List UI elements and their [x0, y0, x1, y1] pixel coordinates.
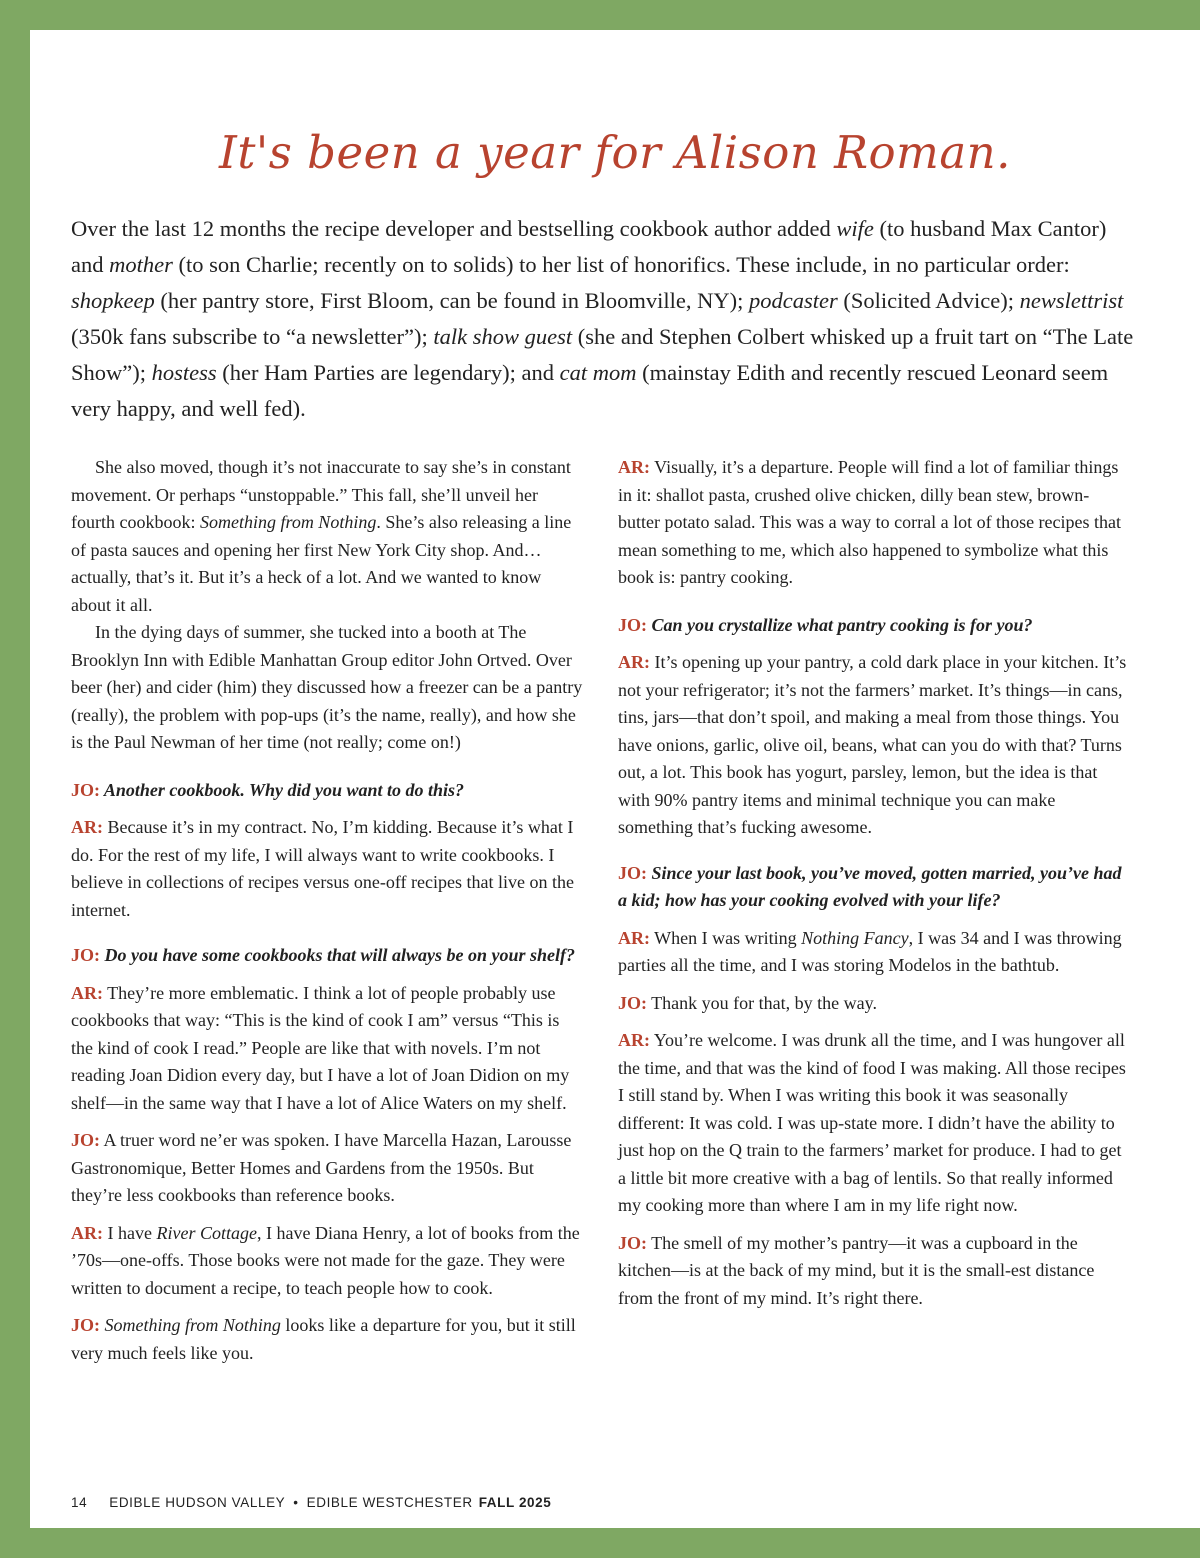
question: JO: Do you have some cookbooks that will always be on your shelf?: [71, 945, 576, 965]
speaker-label: AR:: [618, 1030, 650, 1050]
headline: It's been a year for Alison Roman.: [219, 126, 1011, 179]
body-paragraph: She also moved, though it’s not inaccurate to say she’s in constant movement. Or perhaps “unstoppable.” This fall, she’ll unveil her fourth cookbook: Something from Nothing. She’s also releasing a line of pasta sauces and opening her first New York City shop. And…actually, that’s it. But it’s a heck of a lot. And we wanted to know about it all.: [71, 457, 572, 615]
answer: AR: They’re more emblematic. I think a lot of people probably use cookbooks that way: “This is the kind of cook I am” versus “This is the kind of cook I read.” People are like that with novels. I’m not reading Joan Didion every day, but I have a lot of Joan Didion on my shelf—in the same way that I have a lot of Alice Waters on my shelf.: [71, 982, 570, 1113]
comment: JO: Something from Nothing looks like a departure for you, but it still very much feels like you.: [71, 1315, 576, 1363]
speaker-label: AR:: [71, 982, 103, 1003]
page: [30, 30, 1200, 1528]
separator-dot: •: [293, 1495, 299, 1510]
speaker-label: AR:: [71, 1222, 103, 1243]
speaker-label: AR:: [618, 652, 650, 672]
right-column: [618, 454, 1130, 1322]
page-footer: [71, 1495, 551, 1510]
question: JO: Can you crystallize what pantry cooking is for you?: [618, 614, 1033, 635]
speaker-label: JO:: [618, 992, 647, 1013]
comment: JO: Thank you for that, by the way.: [618, 992, 877, 1013]
answer: AR: Because it’s in my contract. No, I’m kidding. Because it’s what I do. For the rest of my life, I will always want to write cookbooks. I believe in collections of recipes versus one-off recipes that live on the internet.: [71, 817, 574, 920]
comment: JO: The smell of my mother’s pantry—it was a cupboard in the kitchen—is at the back of my mind, but it is the small-est distance from the front of my mind. It’s right there.: [618, 1232, 1095, 1308]
publication-name: EDIBLE HUDSON VALLEY: [109, 1495, 286, 1510]
speaker-label: JO:: [71, 1130, 100, 1150]
intro-paragraph: Over the last 12 months the recipe developer and bestselling cookbook author added wife (to husband Max Cantor) and mother (to son Charlie; recently on to solids) to her list of honorifics. These include, in no particular order: shopkeep (her pantry store, First Bloom, can be found in Bloomville, NY); podcaster (Solicited Advice); newslettrist (350k fans subscribe to “a newsletter”); talk show guest (she and Stephen Colbert whisked up a fruit tart on “The Late Show”); hostess (her Ham Parties are legendary); and cat mom (mainstay Edith and recently rescued Leonard seem very happy, and well fed).: [71, 216, 1134, 421]
page-number: 14: [71, 1495, 88, 1510]
speaker-label: JO:: [618, 614, 647, 635]
answer: AR: You’re welcome. I was drunk all the time, and I was hungover all the time, and that was the kind of food I was making. All those recipes I still stand by. When I was writing this book it was seasonally different: It was cold. I was up-state more. I didn’t have the ability to just hop on the Q train to the farmers’ market for produce. I had to get a little bit more creative with a bag of lentils. So that really informed my cooking more than where I am in my life right now.: [618, 1030, 1126, 1215]
speaker-label: AR:: [618, 457, 650, 477]
answer: AR: It’s opening up your pantry, a cold dark place in your kitchen. It’s not your refrigerator; it’s not the farmers’ market. It’s things—in cans, tins, jars—that don’t spoil, and making a meal from those things. You have onions, garlic, olive oil, beans, what can you do with that? Turns out, a lot. This book has yogurt, parsley, lemon, but the idea is that with 90% pantry items and minimal technique you can make something that’s fucking awesome.: [618, 652, 1127, 837]
speaker-label: JO:: [71, 1315, 100, 1335]
publication-name: EDIBLE WESTCHESTER: [306, 1495, 473, 1510]
left-column: [71, 454, 583, 1377]
answer: AR: Visually, it’s a departure. People will find a lot of familiar things in it: shallot pasta, crushed olive chicken, dilly bean stew, brown-butter potato salad. This was a way to corral a lot of those recipes that mean something to me, which also happened to symbolize what this book is: pantry cooking.: [618, 457, 1122, 587]
question: JO: Since your last book, you’ve moved, gotten married, you’ve had a kid; how has your cooking evolved with your life?: [618, 862, 1122, 910]
speaker-label: JO:: [71, 945, 100, 965]
question: JO: Another cookbook. Why did you want to do this?: [71, 779, 465, 800]
speaker-label: JO:: [618, 1232, 647, 1253]
comment: JO: A truer word ne’er was spoken. I have Marcella Hazan, Larousse Gastronomique, Better Homes and Gardens from the 1950s. But they’re less cookbooks than reference books.: [71, 1130, 572, 1205]
issue-label: FALL 2025: [478, 1495, 552, 1510]
speaker-label: AR:: [618, 927, 650, 948]
answer: AR: I have River Cottage, I have Diana Henry, a lot of books from the ’70s—one-offs. Those books were not made for the gaze. They were written to document a recipe, to teach people how to cook.: [71, 1222, 580, 1298]
speaker-label: AR:: [71, 817, 103, 837]
speaker-label: JO:: [71, 779, 100, 800]
speaker-label: JO:: [618, 862, 647, 883]
body-paragraph: In the dying days of summer, she tucked into a booth at The Brooklyn Inn with Edible Manhattan Group editor John Ortved. Over beer (her) and cider (him) they discussed how a freezer can be a pantry (really), the problem with pop-ups (it’s the name, really), and how she is the Paul Newman of her time (not really; come on!): [71, 622, 583, 752]
answer: AR: When I was writing Nothing Fancy, I was 34 and I was throwing parties all the time, and I was storing Modelos in the bathtub.: [618, 927, 1122, 975]
